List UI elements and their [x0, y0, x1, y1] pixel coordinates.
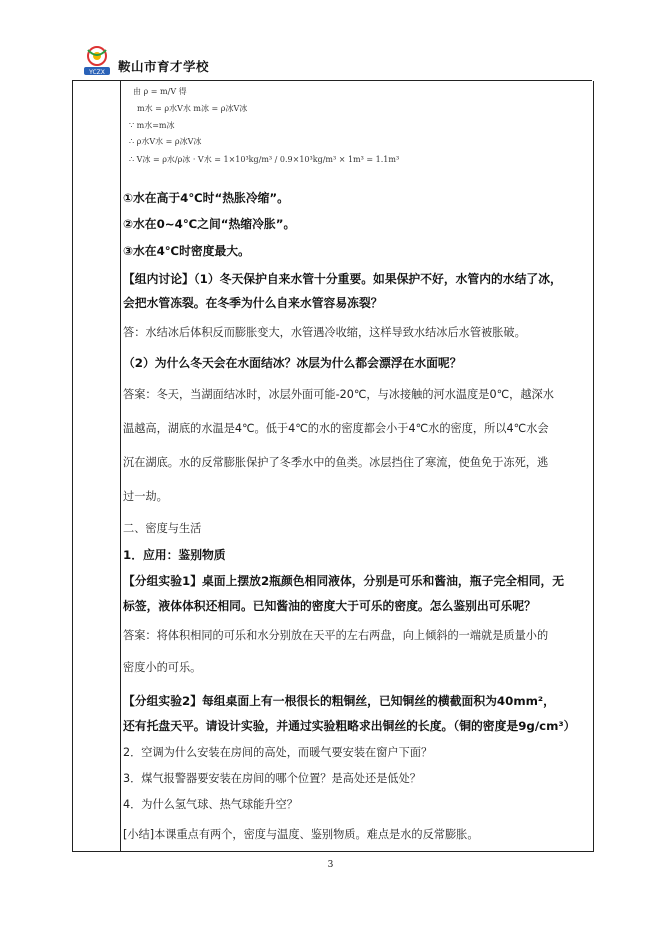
formula-line: 由 ρ = m/V 得 — [133, 87, 187, 96]
school-name: 鞍山市育才学校 — [118, 59, 210, 74]
text-line: 2．空调为什么安装在房间的高处，而暖气要安装在窗户下面？ — [123, 746, 433, 759]
lesson-content — [123, 84, 589, 841]
text-line: ③水在4℃时密度最大。 — [123, 244, 250, 258]
school-logo-icon — [80, 44, 114, 78]
text-line: 3．煤气报警器要安装在房间的哪个位置？是高处还是低处？ — [123, 772, 421, 785]
text-line: 过一劫。 — [123, 490, 168, 503]
formula-line: m水 = ρ水V水 m冰 = ρ冰V冰 — [137, 104, 248, 113]
text-line: （2）为什么冬天会在水面结冰？冰层为什么都会漂浮在水面呢？ — [123, 356, 462, 370]
text-line: 密度小的可乐。 — [123, 661, 202, 674]
text-line: 【分组实验2】每组桌面上有一根很长的粗铜丝，已知铜丝的横截面积为40mm²， — [123, 694, 555, 708]
formula-line: ∴ V冰 = ρ水/ρ冰 · V水 = 1×10³kg/m³ / 0.9×10³kg/m³ × 1m³ = 1.1m³ — [129, 155, 400, 164]
table-column-divider — [120, 81, 121, 851]
formula-line: ∵ m水=m冰 — [129, 121, 175, 130]
text-line: ①水在高于4℃时“热胀冷缩”。 — [123, 191, 289, 205]
page-number: 3 — [327, 860, 334, 870]
svg-text:YCZX: YCZX — [89, 69, 105, 76]
text-line: 温越高，湖底的水温是4℃。低于4℃的水的密度都会小于4℃水的密度，所以4℃水会 — [123, 422, 549, 435]
text-line: 答：水结冰后体积反而膨胀变大，水管遇冷收缩，这样导致水结冰后水管被胀破。 — [123, 326, 526, 339]
page-header — [72, 44, 592, 81]
text-line: 会把水管冻裂。在冬季为什么自来水管容易冻裂？ — [123, 296, 383, 310]
text-line: 沉在湖底。水的反常膨胀保护了冬季水中的鱼类。冰层挡住了寒流，使鱼免于冻死，逃 — [123, 456, 549, 469]
text-line: 还有托盘天平。请设计实验，并通过实验粗略求出铜丝的长度。（铜的密度是9g/cm³） — [123, 719, 576, 733]
text-line: [小结]本课重点有两个，密度与温度、鉴别物质。难点是水的反常膨胀。 — [123, 828, 479, 841]
text-line: 4．为什么氢气球、热气球能升空？ — [123, 798, 298, 811]
text-line: ②水在0~4℃之间“热缩冷胀”。 — [123, 217, 296, 231]
formula-line: ∴ ρ水V水 = ρ冰V冰 — [129, 137, 202, 146]
text-line: 标签，液体体积还相同。已知酱油的密度大于可乐的密度。怎么鉴别出可乐呢？ — [123, 599, 536, 613]
text-line: 【分组实验1】桌面上摆放2瓶颜色相同液体，分别是可乐和酱油，瓶子完全相同，无 — [123, 574, 565, 588]
text-line: 二、密度与生活 — [123, 522, 202, 535]
text-line: 答案：冬天，当湖面结冰时，冰层外面可能-20℃，与冰接触的河水温度是0℃，越深水 — [123, 388, 554, 401]
text-line: 【组内讨论】（1）冬天保护自来水管十分重要。如果保护不好，水管内的水结了冰， — [123, 272, 562, 286]
density-formula-image — [123, 84, 589, 178]
text-line: 答案：将体积相同的可乐和水分别放在天平的左右两盘，向上倾斜的一端就是质量小的 — [123, 629, 549, 642]
text-line: 1．应用：鉴别物质 — [123, 548, 226, 562]
